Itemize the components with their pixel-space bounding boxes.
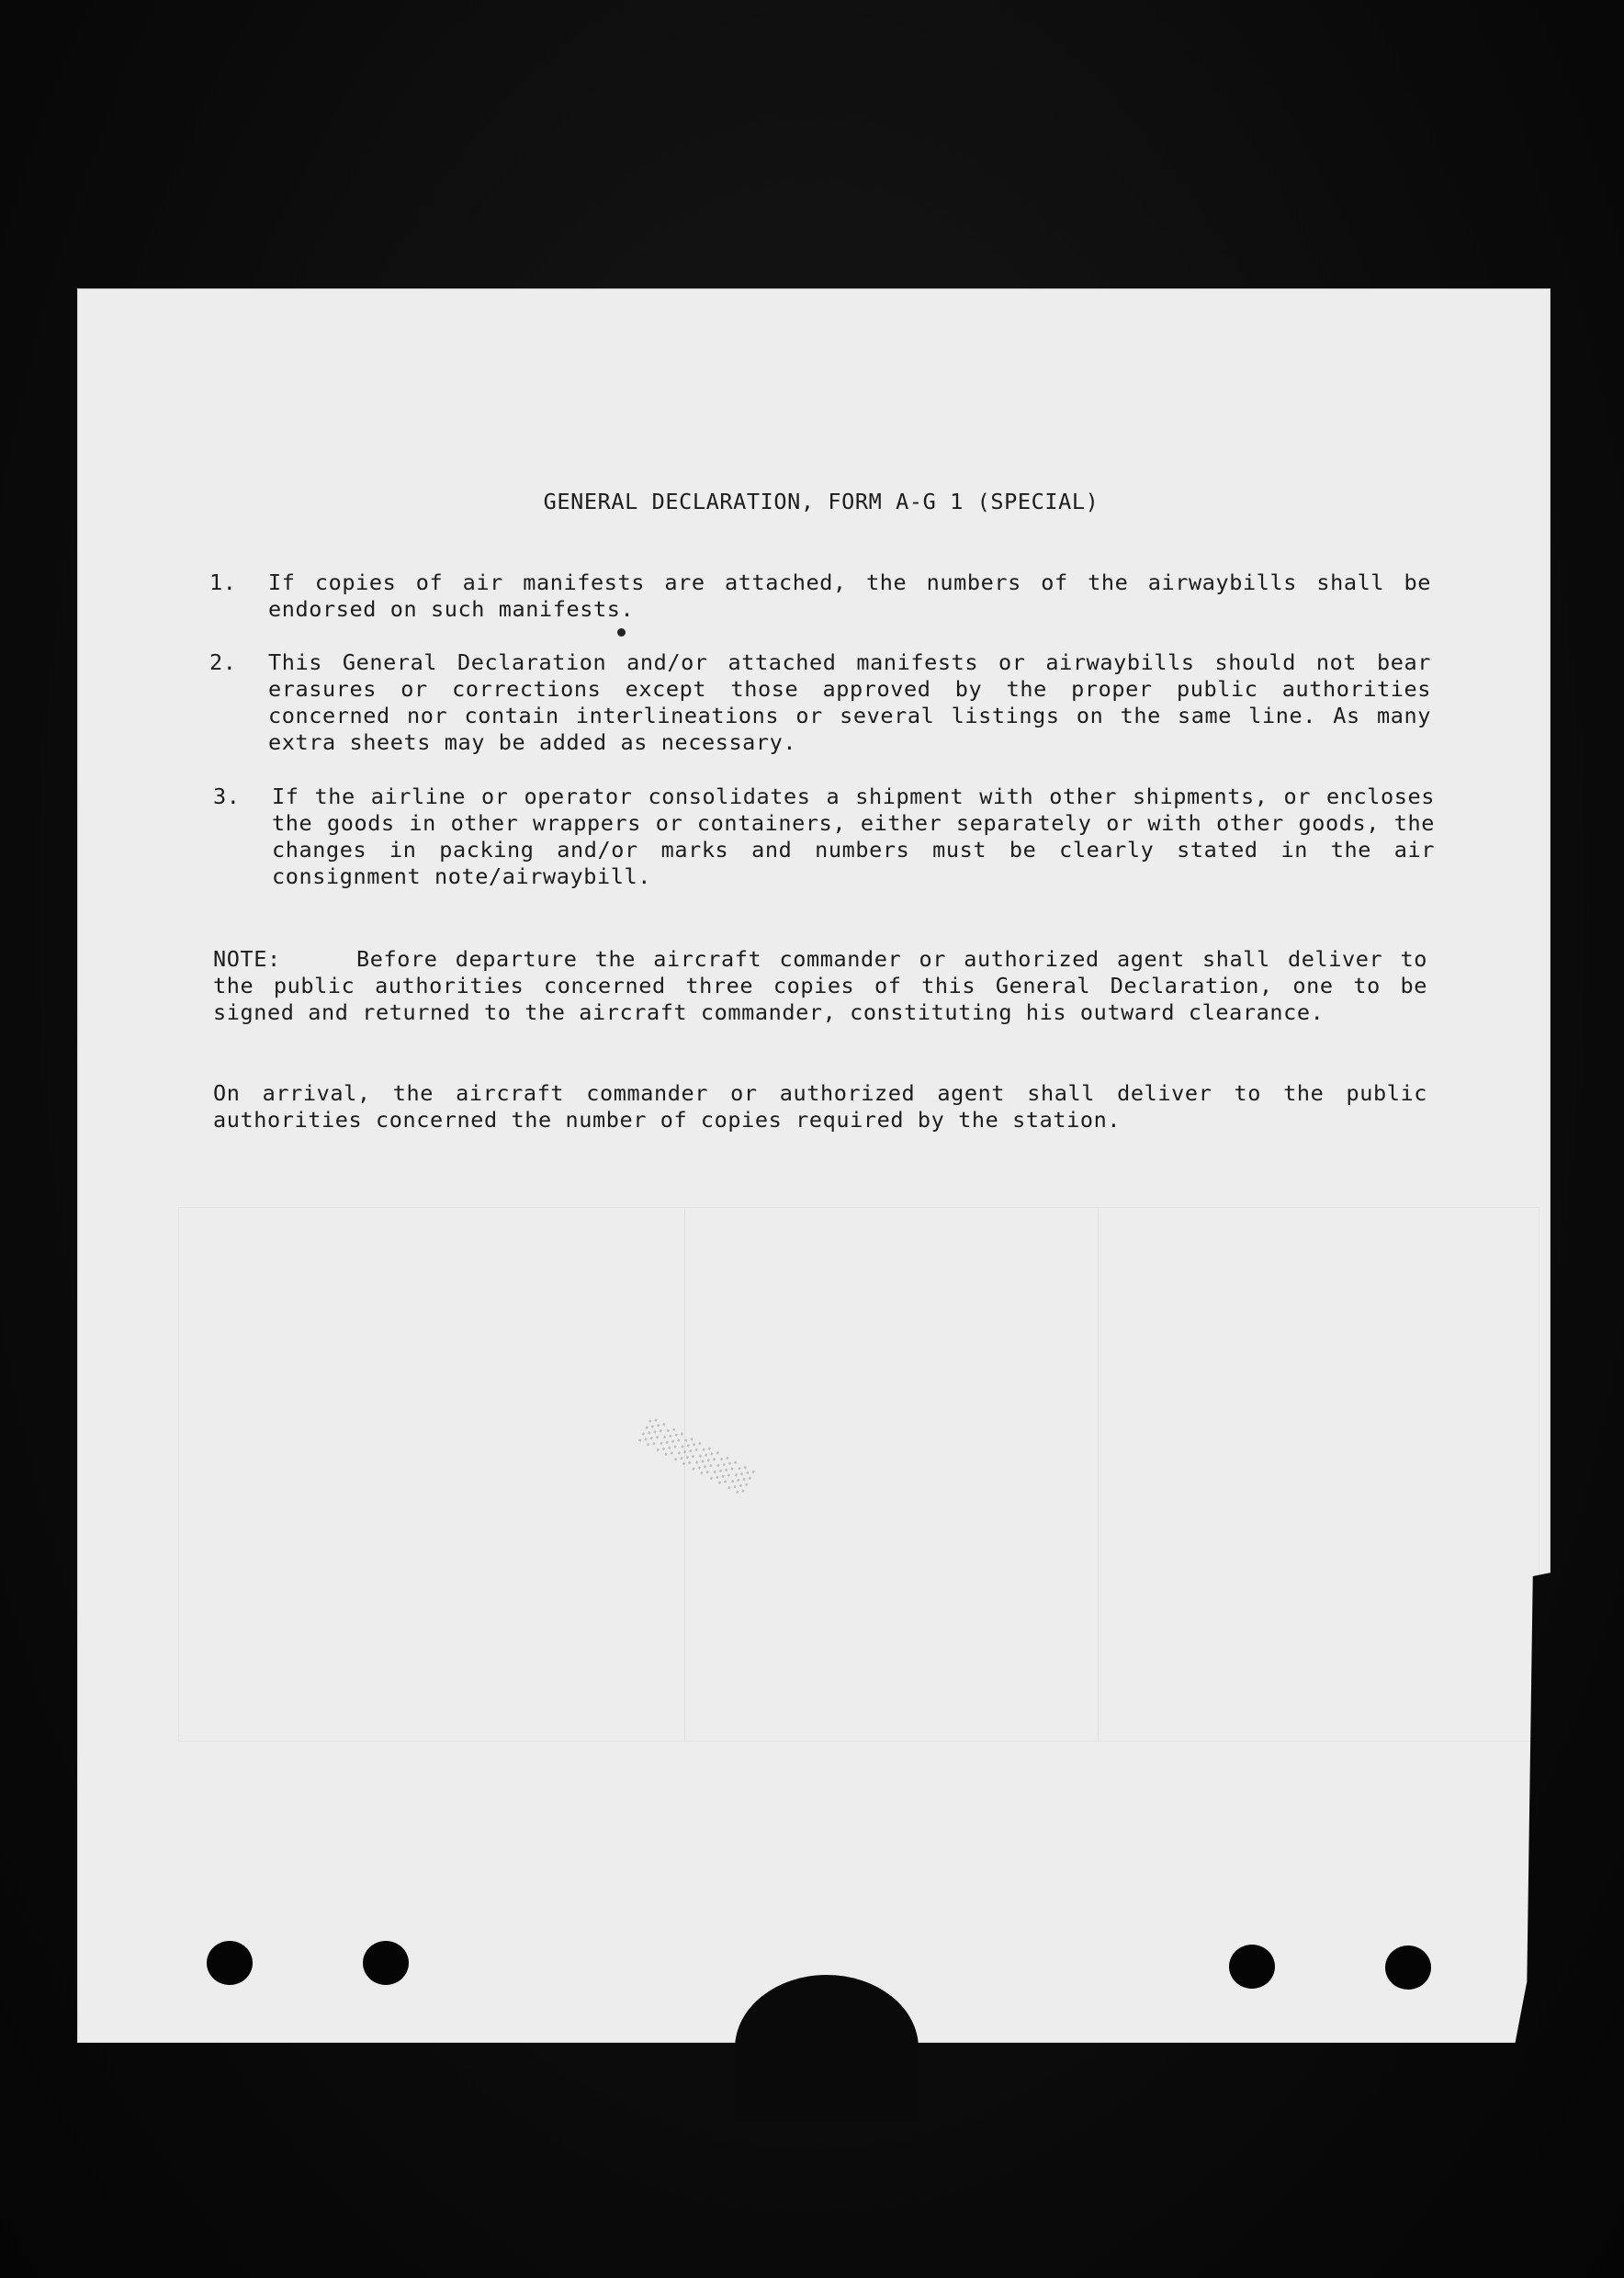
item-number: 1.: [209, 570, 237, 595]
punch-hole: [1229, 1945, 1275, 1989]
arrival-text: On arrival, the aircraft commander or authorized agent shall deliver to the public authorities concerned the number of copies required by the station.: [213, 1080, 1427, 1133]
item-text: This General Declaration and/or attached manifests or airwaybills should not bear erasures or corrections except those approved by the proper public authorities concerned nor contain interlineations or several listings on the same line. As many extra sheets may be added as necessary.: [268, 649, 1431, 755]
faint-stamp-mark: ░░░░░░: [634, 1415, 755, 1497]
item-text: If copies of air manifests are attached, the numbers of the airwaybills shall be endorsed on such manifests.: [268, 570, 1431, 622]
arrival-paragraph: [213, 1080, 1427, 1133]
list-item-3: [213, 784, 1435, 890]
list-item-1: [209, 570, 1431, 623]
ink-speck: [617, 628, 626, 637]
note-paragraph: [213, 946, 1427, 1026]
item-text: If the airline or operator consolidates a shipment with other shipments, or encloses the goods in other wrappers or containers, either separately or with other goods, the changes in packing and/or marks and numbers must be clearly stated in the air consignment note/airwaybill.: [272, 784, 1435, 889]
note-label: NOTE:: [213, 946, 281, 972]
item-number: 2.: [209, 649, 237, 675]
document-sheet: [77, 288, 1551, 2043]
punch-hole: [207, 1941, 253, 1985]
punch-hole: [363, 1941, 409, 1985]
bleed-through-grid: [178, 1207, 1539, 1742]
list-item-2: [209, 649, 1431, 756]
page-title: GENERAL DECLARATION, FORM A-G 1 (SPECIAL): [543, 489, 1100, 514]
note-text: Before departure the aircraft commander or authorized agent shall deliver to the public authorities concerned three copies of this General Declaration, one to be signed and returned to the aircraft commander, constituting his outward clearance.: [213, 946, 1427, 1025]
item-number: 3.: [213, 784, 241, 809]
punch-hole: [1385, 1945, 1431, 1990]
binding-notch: [735, 1975, 919, 2122]
